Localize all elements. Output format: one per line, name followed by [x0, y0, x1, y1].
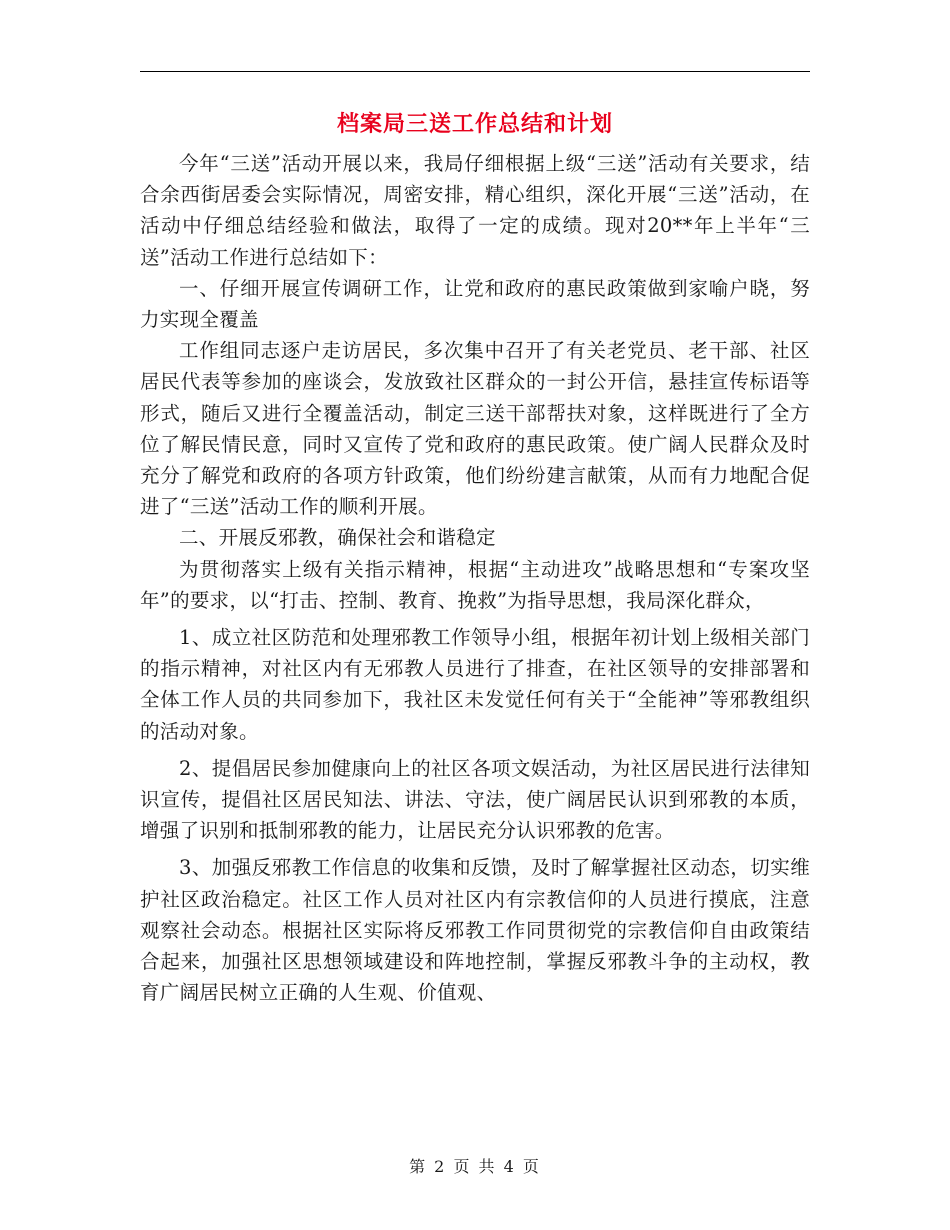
paragraph-anti-cult-intro: 为贯彻落实上级有关指示精神，根据“主动进攻”战略思想和“专案攻坚年”的要求，以“打击、控制、教育、挽救”为指导思想，我局深化群众， [140, 557, 810, 612]
document-title: 档案局三送工作总结和计划 [336, 112, 613, 137]
paragraph-publicity: 工作组同志逐户走访居民，多次集中召开了有关老党员、老干部、社区居民代表等参加的座谈会，发放致社区群众的一封公开信，悬挂宣传标语等形式，随后又进行全覆盖活动，制定三送干部帮扶对象，这样既进行了全方位了解民情民意，同时又宣传了党和政府的惠民政策。使广阔人民群众及时充分了解党和政府的各项方针政策，他们纷纷建言献策，从而有力地配合促进了“三送”活动工作的顺利开展。 [140, 339, 810, 519]
document-body [140, 148, 810, 1008]
list-item-3: 3、加强反邪教工作信息的收集和反馈，及时了解掌握社区动态，切实维护社区政治稳定。社区工作人员对社区内有宗教信仰的人员进行摸底，注意观察社会动态。根据社区实际将反邪教工作同贯彻党的宗教信仰自由政策结合起来，加强社区思想领域建设和阵地控制，掌握反邪教斗争的主动权，教育广阔居民树立正确的人生观、价值观、 [140, 856, 810, 1005]
section-heading-1: 一、仔细开展宣传调研工作，让党和政府的惠民政策做到家喻户晓，努力实现全覆盖 [140, 276, 810, 332]
list-item-1: 1、成立社区防范和处理邪教工作领导小组，根据年初计划上级相关部门的指示精神，对社区内有无邪教人员进行了排查，在社区领导的安排部署和全体工作人员的共同参加下，我社区未发觉任何有关于“全能神”等邪教组织的活动对象。 [140, 626, 810, 743]
paragraph-intro: 今年“三送”活动开展以来，我局仔细根据上级“三送”活动有关要求，结合余西街居委会实际情况，周密安排，精心组织，深化开展“三送”活动，在活动中仔细总结经验和做法，取得了一定的成绩。现对20**年上半年“三送”活动工作进行总结如下： [140, 152, 810, 269]
section-heading-2: 二、开展反邪教，确保社会和谐稳定 [179, 526, 496, 550]
page-number-footer: 第 2 页 共 4 页 [409, 1157, 541, 1176]
list-item-2: 2、提倡居民参加健康向上的社区各项文娱活动，为社区居民进行法律知识宣传，提倡社区居民知法、讲法、守法，使广阔居民认识到邪教的本质，增强了识别和抵制邪教的能力，让居民充分认识邪教的危害。 [140, 756, 810, 843]
header-rule [140, 71, 810, 72]
